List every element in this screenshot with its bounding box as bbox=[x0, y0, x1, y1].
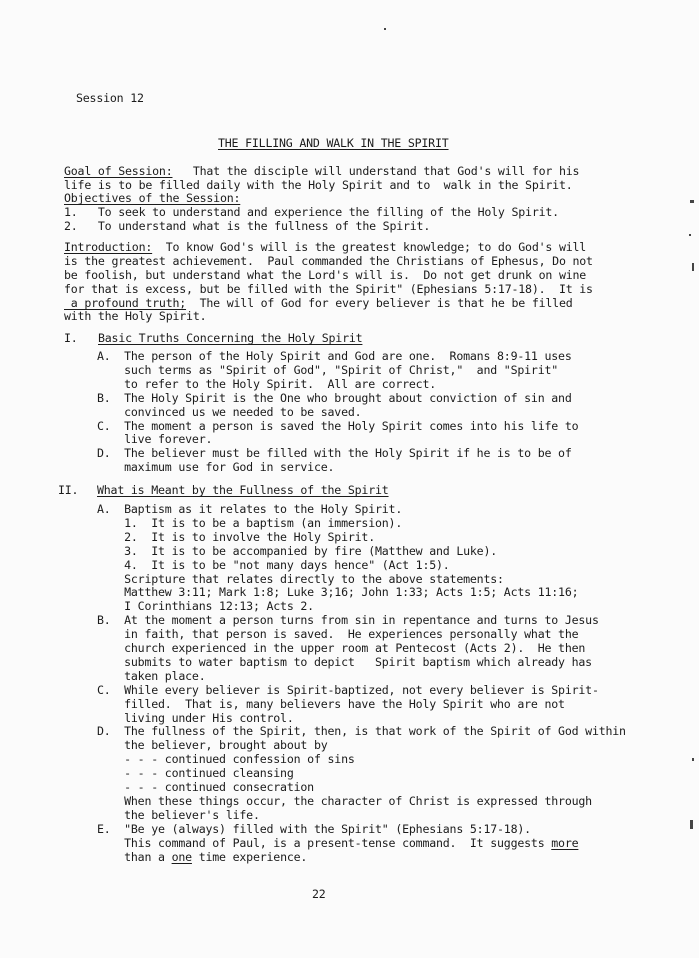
section-1-heading: Basic Truths Concerning the Holy Spirit bbox=[98, 331, 363, 345]
section-1-line: live forever. bbox=[97, 432, 213, 447]
section-2-line: submits to water baptism to depict Spirit baptism which already has bbox=[97, 654, 592, 669]
section-2-line: B. At the moment a person turns from sin in repentance and turns to Jesus bbox=[97, 613, 599, 628]
intro-emphasis: a profound truth; bbox=[64, 296, 187, 310]
section-2-line-text: This command of Paul, is a present-tense command. It suggests bbox=[97, 835, 552, 850]
scan-speck bbox=[692, 758, 694, 761]
goal-label: Goal of Session: bbox=[64, 164, 173, 178]
section-2-line: in faith, that person is saved. He experiences personally what the bbox=[97, 627, 579, 642]
section-2-line: the believer, brought about by bbox=[97, 738, 328, 753]
section-2-line: 1. It is to be a baptism (an immersion). bbox=[97, 515, 403, 530]
intro-line-5 bbox=[64, 296, 573, 310]
section-2-heading: What is Meant by the Fullness of the Spirit bbox=[97, 483, 389, 497]
final-line-post: time experience. bbox=[191, 849, 308, 864]
section-1-line: convinced us we needed to be saved. bbox=[97, 404, 362, 419]
section-2-line: living under His control. bbox=[97, 710, 294, 725]
goal-line-2: life is to be filled daily with the Holy Spirit and to walk in the Spirit. bbox=[64, 178, 573, 192]
intro-line-2: is the greatest achievement. Paul commanded the Christians of Ephesus, Do not bbox=[64, 254, 593, 268]
objectives-label: Objectives of the Session: bbox=[64, 191, 241, 205]
section-1-number: I. bbox=[64, 331, 78, 345]
section-1-line: A. The person of the Holy Spirit and God are one. Romans 8:9-11 uses bbox=[97, 349, 572, 363]
section-2-line: A. Baptism as it relates to the Holy Spirit. bbox=[97, 502, 403, 516]
section-2-line: I Corinthians 12:13; Acts 2. bbox=[97, 599, 314, 614]
section-2-final-line bbox=[97, 850, 307, 864]
section-2-line: the believer's life. bbox=[97, 807, 260, 822]
goal-line-1 bbox=[64, 164, 579, 178]
section-2-line: Matthew 3:11; Mark 1:8; Luke 3;16; John 1:33; Acts 1:5; Acts 11:16; bbox=[97, 585, 579, 600]
section-2-line: D. The fullness of the Spirit, then, is that work of the Spirit of God within bbox=[97, 724, 626, 739]
section-2-line: - - - continued cleansing bbox=[97, 766, 294, 781]
section-2-number: II. bbox=[58, 483, 79, 497]
section-2-line bbox=[97, 836, 578, 850]
section-2-line: Scripture that relates directly to the above statements: bbox=[97, 571, 504, 586]
scan-speck bbox=[690, 820, 693, 829]
section-1-line: maximum use for God in service. bbox=[97, 460, 335, 475]
section-2-line: C. While every believer is Spirit-baptized, not every believer is Spirit- bbox=[97, 682, 599, 697]
objective-item-1: 1. To seek to understand and experience the filling of the Holy Spirit. bbox=[64, 205, 559, 219]
final-line-pre: than a bbox=[97, 849, 172, 864]
goal-text-1: That the disciple will understand that God's will for his bbox=[172, 164, 580, 178]
section-2-line: - - - continued consecration bbox=[97, 780, 314, 794]
section-2-line: 3. It is to be accompanied by fire (Matthew and Luke). bbox=[97, 543, 498, 558]
section-1-line: to refer to the Holy Spirit. All are correct. bbox=[97, 376, 437, 391]
section-2-line: E. "Be ye (always) filled with the Spirit" (Ephesians 5:17-18). bbox=[97, 821, 531, 836]
section-2-line: 2. It is to involve the Holy Spirit. bbox=[97, 529, 375, 544]
emphasis-one: one bbox=[171, 849, 192, 864]
page-number: 22 bbox=[312, 887, 326, 901]
scan-speck bbox=[689, 234, 691, 236]
intro-line-3: be foolish, but understand what the Lord's will is. Do not get drunk on wine bbox=[64, 268, 587, 282]
emphasis-more: more bbox=[551, 835, 579, 850]
intro-line-6: with the Holy Spirit. bbox=[64, 309, 207, 323]
scan-speck bbox=[692, 263, 694, 271]
scan-speck bbox=[384, 28, 386, 30]
section-2-line: filled. That is, many believers have the Holy Spirit who are not bbox=[97, 696, 565, 711]
section-1-line: B. The Holy Spirit is the One who brought about conviction of sin and bbox=[97, 390, 572, 405]
intro-line-1 bbox=[64, 240, 586, 254]
section-2-line: taken place. bbox=[97, 668, 206, 683]
intro-line-4: for that is excess, but be filled with the Spirit" (Ephesians 5:17-18). It is bbox=[64, 282, 593, 296]
section-1-line: C. The moment a person is saved the Holy Spirit comes into his life to bbox=[97, 418, 579, 433]
scan-speck bbox=[690, 200, 694, 203]
section-1-line: D. The believer must be filled with the Holy Spirit if he is to be of bbox=[97, 446, 572, 461]
intro-text-5: The will of God for every believer is that he be filled bbox=[186, 296, 573, 310]
section-2-line: - - - continued confession of sins bbox=[97, 752, 355, 767]
page-title: THE FILLING AND WALK IN THE SPIRIT bbox=[218, 136, 449, 150]
section-1-line: such terms as "Spirit of God", "Spirit of Christ," and "Spirit" bbox=[97, 362, 559, 377]
section-2-line: When these things occur, the character of Christ is expressed through bbox=[97, 793, 592, 808]
session-label: Session 12 bbox=[76, 91, 144, 105]
intro-label: Introduction: bbox=[64, 240, 153, 254]
section-2-line: 4. It is to be "not many days hence" (Act 1:5). bbox=[97, 557, 450, 572]
intro-text-1: To know God's will is the greatest knowledge; to do God's will bbox=[152, 240, 587, 254]
section-2-line: church experienced in the upper room at Pentecost (Acts 2). He then bbox=[97, 641, 586, 655]
objective-item-2: 2. To understand what is the fullness of the Spirit. bbox=[64, 219, 431, 233]
